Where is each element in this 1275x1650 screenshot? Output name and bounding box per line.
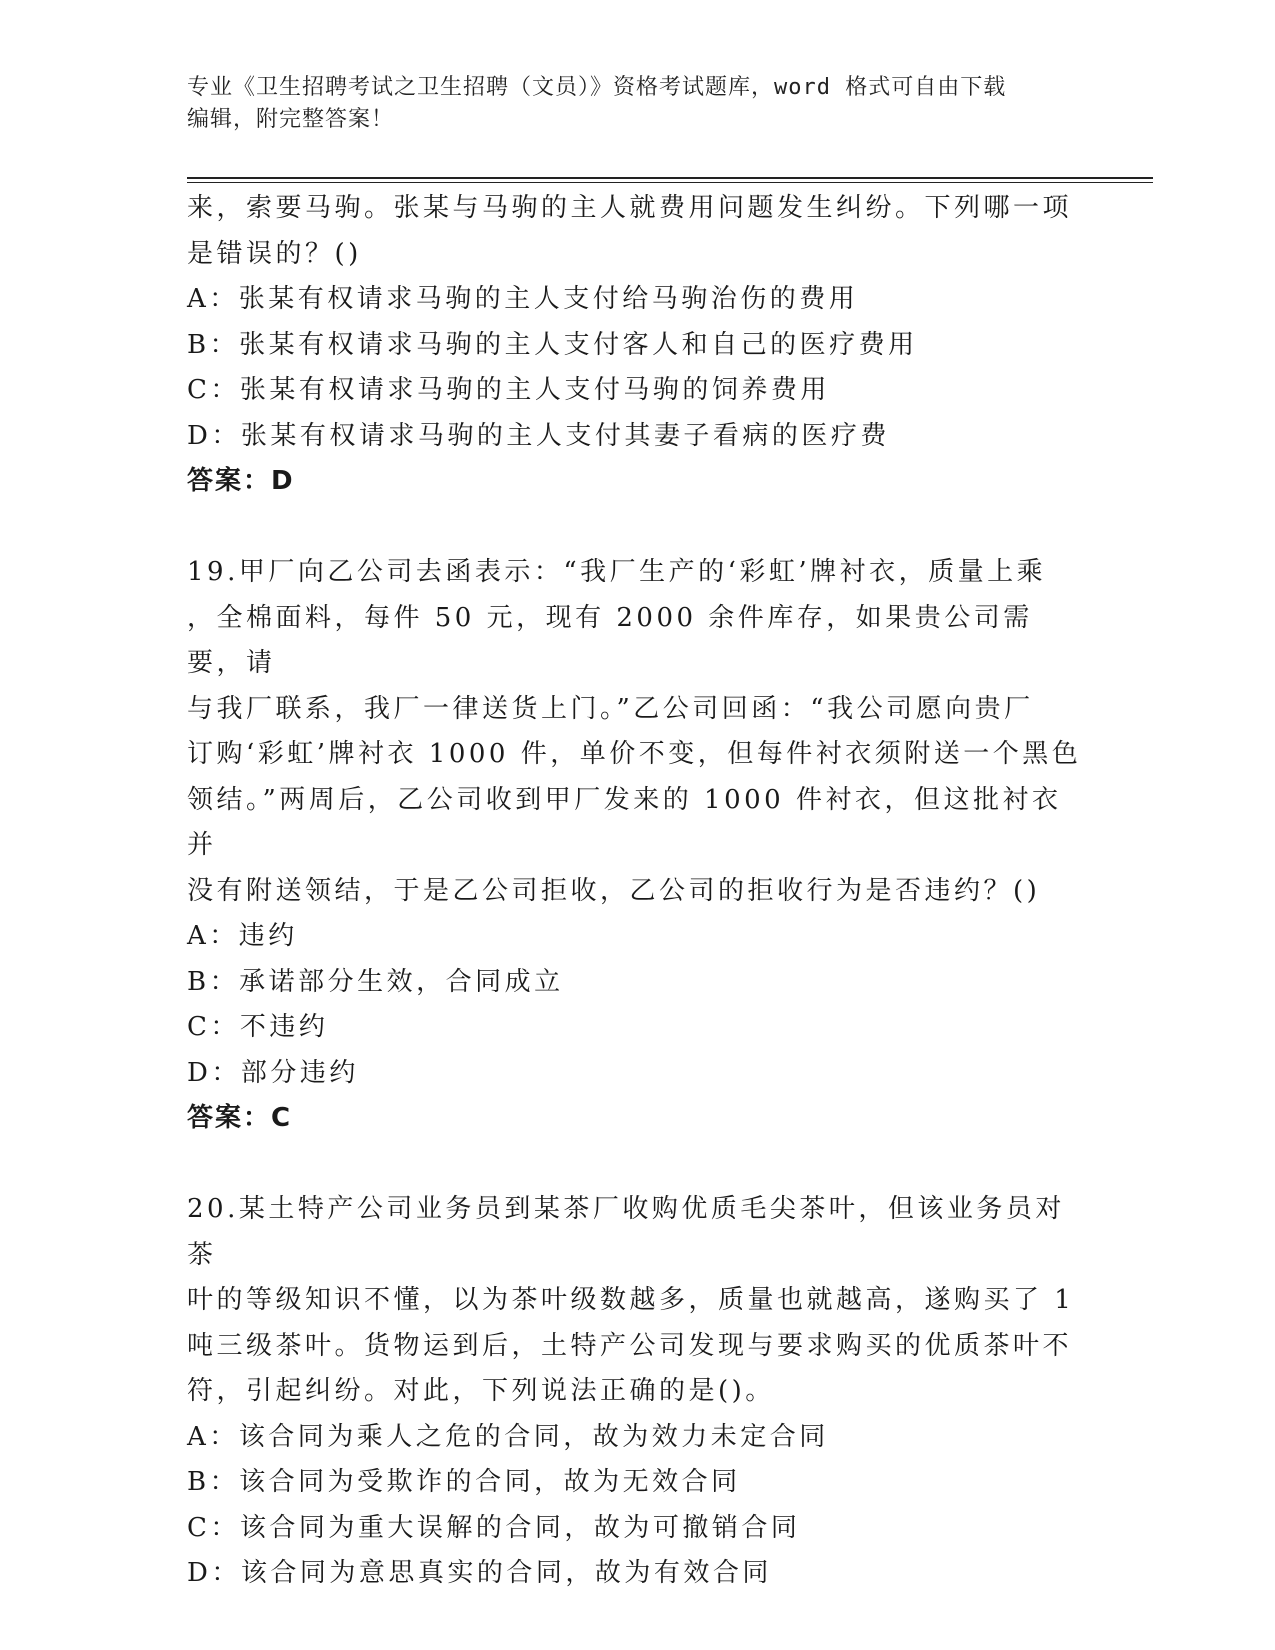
question-text-line: 20.某土特产公司业务员到某茶厂收购优质毛尖茶叶，但该业务员对茶 (187, 1194, 1065, 1270)
option-a: A：该合同为乘人之危的合同，故为效力未定合同 (187, 1421, 829, 1452)
question-text-line: ，全棉面料，每件 50 元，现有 2000 余件库存，如果贵公司需要，请 (187, 602, 1033, 678)
question-text-line: 没有附送领结，于是乙公司拒收，乙公司的拒收行为是否违约？() (187, 875, 1041, 906)
option-d: D：部分违约 (187, 1057, 359, 1088)
option-d: D：张某有权请求马驹的主人支付其妻子看病的医疗费 (187, 420, 890, 451)
option-a: A：张某有权请求马驹的主人支付给马驹治伤的费用 (187, 284, 859, 314)
spacer (187, 505, 1087, 551)
answer-label: 答案：C (187, 1103, 293, 1133)
option-b: B：该合同为受欺诈的合同，故为无效合同 (187, 1467, 741, 1497)
document-header (187, 72, 1067, 136)
question-19 (187, 550, 1087, 1142)
spacer (187, 1142, 1087, 1188)
question-20 (187, 1187, 1087, 1597)
question-text-line: 来，索要马驹。张某与马驹的主人就费用问题发生纠纷。下列哪一项 (187, 193, 1073, 223)
question-text-line: 是错误的？() (187, 238, 362, 269)
document-body (187, 186, 1087, 1597)
question-text-line: 19.甲厂向乙公司去函表示：“我厂生产的‘彩虹’牌衬衣，质量上乘 (187, 557, 1047, 587)
question-text-line: 领结。”两周后，乙公司收到甲厂发来的 1000 件衬衣，但这批衬衣并 (187, 784, 1062, 860)
question-text-line: 符，引起纠纷。对此，下列说法正确的是()。 (187, 1376, 775, 1406)
question-text-line: 叶的等级知识不懂，以为茶叶级数越多，质量也就越高，遂购买了 1 (187, 1285, 1075, 1315)
answer-label: 答案：D (187, 466, 295, 496)
option-c: C：不违约 (187, 1012, 329, 1042)
option-a: A：违约 (187, 921, 298, 951)
option-c: C：该合同为重大误解的合同，故为可撤销合同 (187, 1512, 801, 1543)
option-d: D：该合同为意思真实的合同，故为有效合同 (187, 1558, 772, 1588)
header-divider-thin (187, 182, 1153, 183)
header-line-2: 编辑，附完整答案！ (187, 107, 395, 132)
header-divider-thick (187, 177, 1153, 179)
question-text-line: 吨三级茶叶。货物运到后，土特产公司发现与要求购买的优质茶叶不 (187, 1330, 1073, 1361)
question-text-line: 订购‘彩虹’牌衬衣 1000 件，单价不变，但每件衬衣须附送一个黑色 (187, 739, 1082, 769)
header-line-1: 专业《卫生招聘考试之卫生招聘（文员）》资格考试题库，word 格式可自由下载 (187, 75, 1007, 100)
option-b: B：张某有权请求马驹的主人支付客人和自己的医疗费用 (187, 329, 918, 360)
option-c: C：张某有权请求马驹的主人支付马驹的饲养费用 (187, 375, 830, 405)
question-text-line: 与我厂联系，我厂一律送货上门。”乙公司回函：“我公司愿向贵厂 (187, 693, 1034, 724)
question-18 (187, 186, 1087, 505)
option-b: B：承诺部分生效，合同成立 (187, 966, 564, 997)
